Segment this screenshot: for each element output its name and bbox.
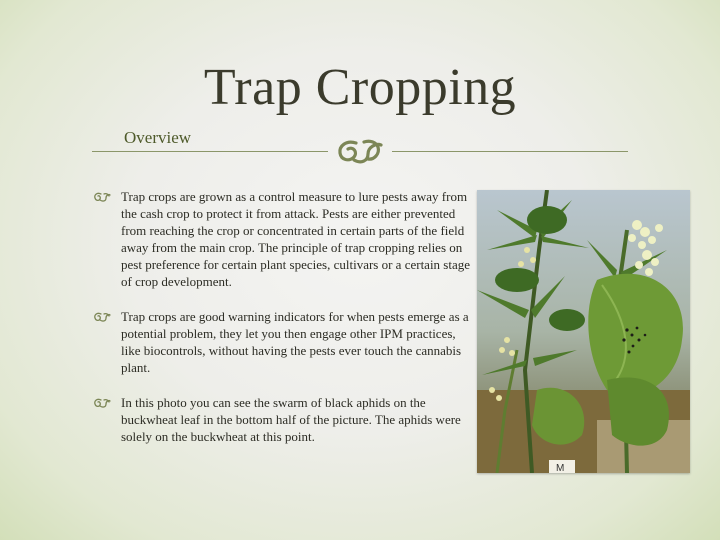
bullet-item [93, 308, 473, 376]
slide-subtitle: Overview [124, 128, 192, 147]
bullet-item [93, 394, 473, 445]
bullet-list [93, 188, 473, 445]
bullet-text: Trap crops are good warning indicators for when pests emerge as a potential problem, they let you then engage other IPM practices, like biocontrols, without having the pests ever touch the cannabis plant. [121, 309, 469, 375]
slide-title: Trap Cropping [203, 59, 517, 116]
plant-label-text: M [556, 463, 565, 473]
bullet-text: Trap crops are grown as a control measure to lure pests away from the cash crop to protect it from attack. Pests are either prevented from reaching the crop or concentrated in certain parts of the field away from the main crop. The principle of trap cropping relies on pest preference for certain plant species, cultivars or a certain stage of crop development. [121, 189, 471, 289]
curl-flourish-icon [93, 311, 111, 323]
curl-flourish-icon [93, 397, 111, 409]
bullet-item [93, 188, 473, 290]
divider-right [392, 151, 628, 152]
cannabis-and-buckwheat-photo [477, 190, 690, 473]
divider-left [92, 151, 328, 152]
bullet-text: In this photo you can see the swarm of black aphids on the buckwheat leaf in the bottom half of the picture. The aphids were solely on the buckwheat at this point. [121, 395, 461, 444]
flourish-ornament-icon [334, 134, 386, 168]
curl-flourish-icon [93, 191, 111, 203]
